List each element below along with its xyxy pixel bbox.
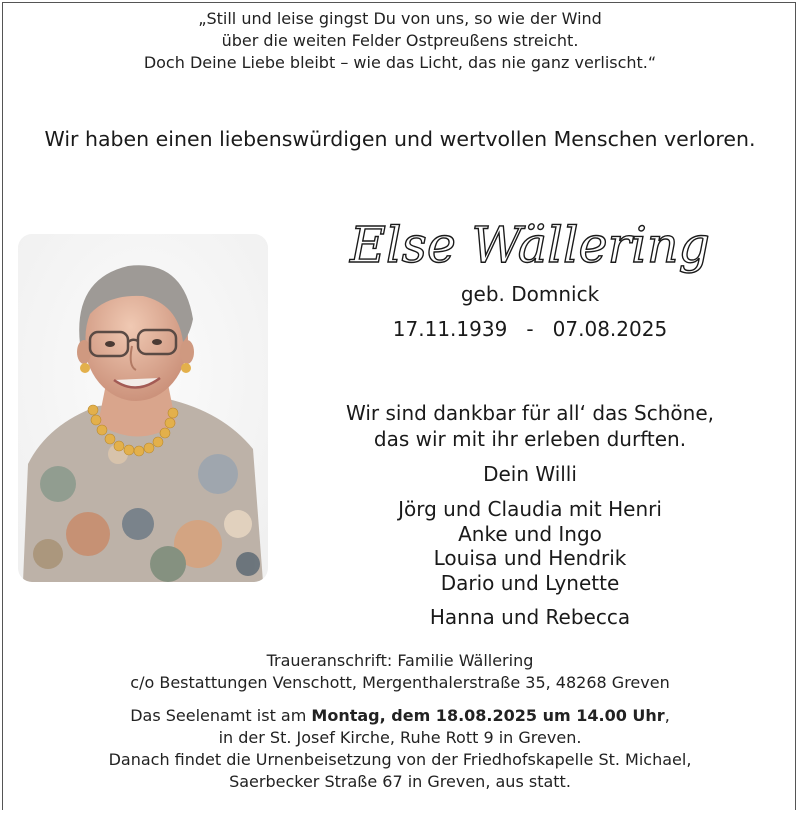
deceased-name: Else Wällering (349, 216, 710, 274)
birth-name: geb. Domnick (460, 282, 600, 306)
address-line: c/o Bestattungen Venschott, Mergenthalerstraße 35, 48268 Greven (130, 673, 670, 692)
service-line: Danach findet die Urnenbeisetzung von der Friedhofskapelle St. Michael, (108, 750, 692, 769)
service-details (0, 705, 800, 793)
quote-line: Doch Deine Liebe bleibt – wie das Licht, das nie ganz verlischt.“ (143, 53, 657, 72)
life-dates: 17.11.1939 - 07.08.2025 (392, 317, 668, 341)
service-intro: Das Seelenamt ist am (130, 706, 312, 725)
thanks-line: das wir mit ihr erleben durften. (373, 427, 687, 451)
quote-line: „Still und leise gingst Du von uns, so wie der Wind (198, 9, 602, 28)
family-member: Louisa und Hendrik (433, 546, 627, 570)
family-member: Jörg und Claudia mit Henri (398, 497, 662, 521)
deceased-name-script (330, 196, 730, 286)
grandchildren: Hanna und Rebecca (429, 605, 631, 629)
family-member: Anke und Ingo (458, 521, 602, 546)
service-line: Saerbecker Straße 67 in Greven, aus statt. (229, 772, 571, 791)
thanks-line: Wir sind dankbar für all‘ das Schöne, (346, 401, 714, 425)
mourning-address (0, 650, 800, 694)
address-line: Traueranschrift: Familie Wällering (266, 651, 534, 670)
service-comma: , (664, 706, 670, 725)
family-member: Dario und Lynette (440, 570, 620, 595)
service-line (0, 705, 800, 727)
lead-sentence: Wir haben einen liebenswürdigen und wertvollen Menschen verloren. (44, 127, 756, 151)
service-line: in der St. Josef Kirche, Ruhe Rott 9 in Greven. (218, 728, 582, 747)
thanks-text (310, 400, 750, 452)
quote-line: über die weiten Felder Ostpreußens streicht. (221, 31, 579, 50)
portrait-photo (18, 234, 268, 582)
service-datetime: Montag, dem 18.08.2025 um 14.00 Uhr (311, 706, 665, 725)
family-list (310, 497, 750, 595)
spouse-signature: Dein Willi (483, 462, 577, 486)
memorial-quote (0, 8, 800, 74)
